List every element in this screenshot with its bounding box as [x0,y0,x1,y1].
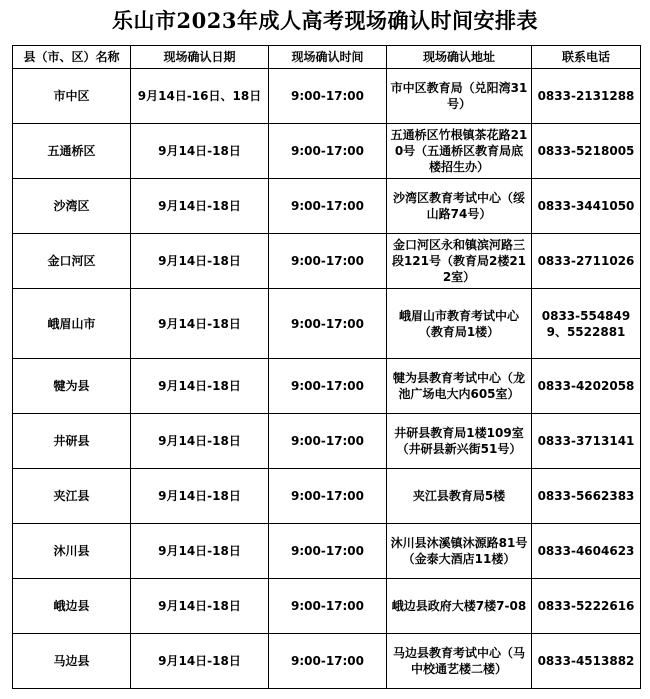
cell-phone: 0833-5218005 [532,124,641,179]
table-row [13,579,641,634]
table-row [13,634,641,689]
cell-address: 市中区教育局（兑阳湾31号） [387,69,532,124]
cell-date: 9月14日-18日 [131,234,269,289]
cell-address: 马边县教育考试中心（马中校通艺楼二楼） [387,634,532,689]
cell-phone: 0833-4513882 [532,634,641,689]
schedule-table [12,45,641,689]
cell-date: 9月14日-18日 [131,359,269,414]
cell-time: 9:00-17:00 [269,234,387,289]
cell-county: 沙湾区 [13,179,131,234]
cell-county: 夹江县 [13,469,131,524]
cell-county: 沐川县 [13,524,131,579]
cell-date: 9月14日-18日 [131,414,269,469]
cell-address: 沐川县沐溪镇沐源路81号（金泰大酒店11楼） [387,524,532,579]
cell-phone: 0833-4202058 [532,359,641,414]
cell-time: 9:00-17:00 [269,469,387,524]
header-phone: 联系电话 [532,46,641,69]
cell-county: 马边县 [13,634,131,689]
table-body [13,69,641,689]
cell-date: 9月14日-18日 [131,579,269,634]
cell-date: 9月14日-18日 [131,179,269,234]
cell-address: 沙湾区教育考试中心（绥山路74号） [387,179,532,234]
cell-date: 9月14日-18日 [131,124,269,179]
cell-address: 犍为县教育考试中心（龙池广场电大内605室） [387,359,532,414]
cell-date: 9月14日-16日、18日 [131,69,269,124]
header-address: 现场确认地址 [387,46,532,69]
cell-phone: 0833-2131288 [532,69,641,124]
cell-time: 9:00-17:00 [269,579,387,634]
cell-phone: 0833-4604623 [532,524,641,579]
cell-address: 峨边县政府大楼7楼7-08 [387,579,532,634]
table-header [13,46,641,69]
document-title: 乐山市2023年成人高考现场确认时间安排表 [112,8,538,33]
cell-phone: 0833-5548499、5522881 [532,289,641,359]
cell-time: 9:00-17:00 [269,69,387,124]
cell-date: 9月14日-18日 [131,524,269,579]
header-date: 现场确认日期 [131,46,269,69]
cell-county: 犍为县 [13,359,131,414]
table-row [13,289,641,359]
cell-county: 金口河区 [13,234,131,289]
header-county: 县（市、区）名称 [13,46,131,69]
header-time: 现场确认时间 [269,46,387,69]
cell-phone: 0833-5222616 [532,579,641,634]
cell-time: 9:00-17:00 [269,359,387,414]
cell-county: 市中区 [13,69,131,124]
cell-address: 夹江县教育局5楼 [387,469,532,524]
cell-phone: 0833-3441050 [532,179,641,234]
cell-county: 井研县 [13,414,131,469]
cell-date: 9月14日-18日 [131,289,269,359]
cell-county: 五通桥区 [13,124,131,179]
cell-time: 9:00-17:00 [269,124,387,179]
cell-time: 9:00-17:00 [269,524,387,579]
cell-date: 9月14日-18日 [131,469,269,524]
cell-time: 9:00-17:00 [269,414,387,469]
cell-time: 9:00-17:00 [269,289,387,359]
table-row [13,69,641,124]
cell-address: 五通桥区竹根镇茶花路210号（五通桥区教育局底楼招生办） [387,124,532,179]
cell-phone: 0833-3713141 [532,414,641,469]
table-row [13,234,641,289]
cell-date: 9月14日-18日 [131,634,269,689]
cell-time: 9:00-17:00 [269,634,387,689]
cell-address: 峨眉山市教育考试中心（教育局1楼） [387,289,532,359]
cell-phone: 0833-5662383 [532,469,641,524]
table-row [13,179,641,234]
cell-address: 井研县教育局1楼109室（井研县新兴街51号） [387,414,532,469]
table-row [13,124,641,179]
table-row [13,524,641,579]
table-row [13,469,641,524]
header-row [13,46,641,69]
cell-address: 金口河区永和镇滨河路三段121号（教育局2楼212室） [387,234,532,289]
cell-phone: 0833-2711026 [532,234,641,289]
cell-county: 峨眉山市 [13,289,131,359]
table-row [13,359,641,414]
cell-county: 峨边县 [13,579,131,634]
cell-time: 9:00-17:00 [269,179,387,234]
table-row [13,414,641,469]
